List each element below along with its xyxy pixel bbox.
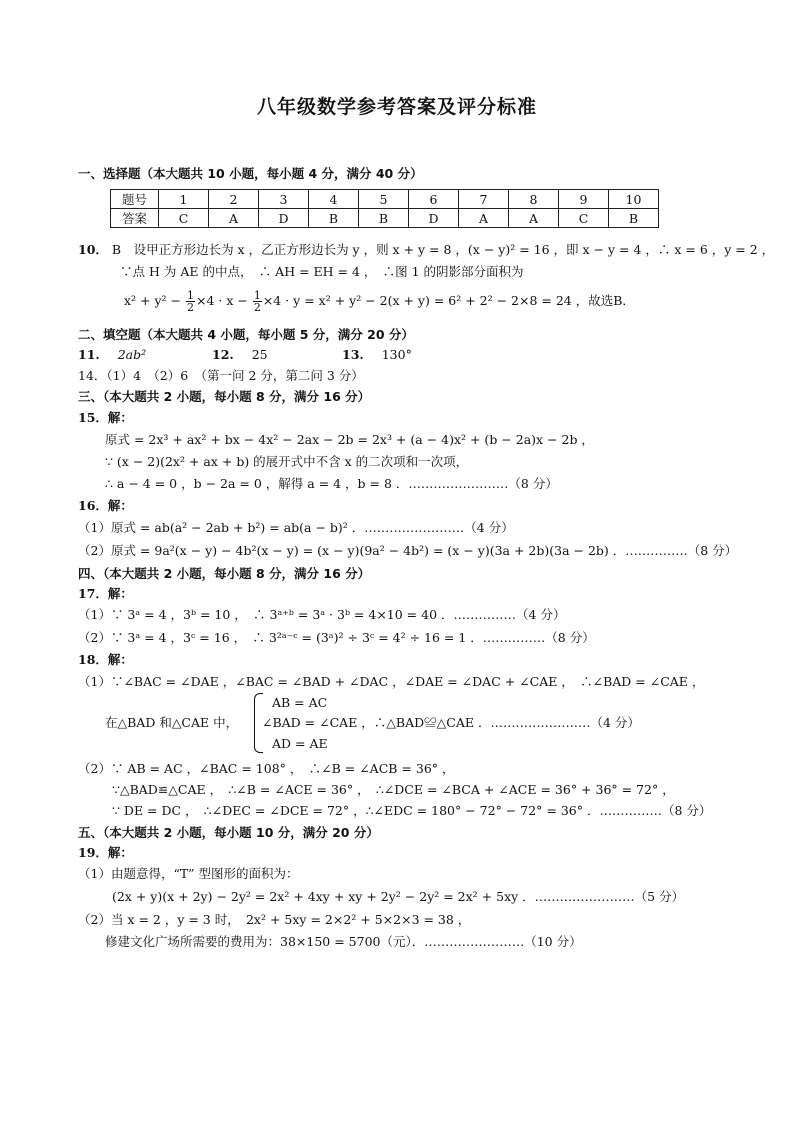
q15-line-1: 原式 = 2x³ + ax² + bx − 4x² − 2ax − 2b = 2x³ + (a − 4)x² + (b − 2a)x − 2b ，: [105, 432, 594, 447]
q18-number: 18．解：: [78, 652, 133, 667]
q18-line-2: （2）∵ AB = AC ，∠BAC = 108° ， ∴∠B = ∠ACB = 36° ，: [78, 761, 455, 776]
q10-line-3: [124, 290, 635, 313]
q19-line-2: (2x + y)(x + 2y) − 2y² = 2x² + 4xy + xy + 2y² − 2y² = 2x² + 5xy ．……………………（5 分）: [112, 889, 685, 904]
table-cell: B: [359, 209, 409, 228]
answer-table: [110, 189, 659, 228]
q18-system-prefix: 在△BAD 和△CAE 中，: [105, 715, 239, 730]
table-cell: A: [509, 209, 559, 228]
table-cell: A: [209, 209, 259, 228]
q16-number: 16．解：: [78, 498, 133, 513]
q10-formula-b: ×4 · x −: [196, 293, 248, 308]
section-5-heading: 五、（本大题共 2 小题，每小题 10 分，满分 20 分）: [78, 825, 379, 840]
table-cell: B: [609, 209, 659, 228]
table-cell: B: [309, 209, 359, 228]
q15-line-2: ∵ (x − 2)(2x² + ax + b) 的展开式中不含 x 的二次项和一次项，: [105, 454, 469, 469]
section-2-heading: 二、填空题（本大题共 4 小题，每小题 5 分，满分 20 分）: [78, 327, 414, 342]
q10-line-1: [78, 242, 774, 258]
table-cell: 5: [359, 190, 409, 209]
q18-line-4: ∵ DE = DC ， ∴∠DEC = ∠DCE = 72° ，∴∠EDC = 180° − 72° − 72° = 36° ．……………（8 分）: [112, 803, 712, 818]
q11-answer: 2ab²: [117, 347, 147, 362]
q19-line-1: （1）由题意得，“T” 型图形的面积为：: [78, 866, 299, 881]
q11-line: [78, 347, 146, 363]
table-cell: 2: [209, 190, 259, 209]
q17-line-2: （2）∵ 3ᵃ = 4 ，3ᶜ = 16 ， ∴ 3²ᵃ⁻ᶜ = (3ᵃ)² ÷ 3ᶜ = 4² ÷ 16 = 1 ．……………（8 分）: [78, 630, 595, 645]
q16-line-1: （1）原式 = ab(a² − 2ab + b²) = ab(a − b)² ．……………………（4 分）: [78, 520, 514, 535]
q18-system-2: ∠BAD = ∠CAE ，∴△BAD≌△CAE ．……………………（4 分）: [262, 715, 640, 730]
q12-answer: 25: [251, 347, 268, 362]
table-cell: 8: [509, 190, 559, 209]
q18-system-1: AB = AC: [272, 695, 328, 710]
q10-formula-c: ×4 · y = x² + y² − 2(x + y) = 6² + 2² − 2×8 = 24 ，故选B．: [262, 293, 635, 308]
section-4-heading: 四、（本大题共 2 小题，每小题 8 分，满分 16 分）: [78, 566, 371, 581]
half-fraction: [186, 290, 195, 313]
section-3-heading: 三、（本大题共 2 小题，每小题 8 分，满分 16 分）: [78, 389, 371, 404]
q13-line: [342, 347, 412, 363]
table-cell: C: [559, 209, 609, 228]
q12-line: [212, 347, 268, 363]
table-cell: D: [409, 209, 459, 228]
q11-number: 11.: [78, 347, 100, 362]
q19-number: 19．解：: [78, 845, 133, 860]
q18-line-1: （1）∵∠BAC = ∠DAE ，∠BAC = ∠BAD + ∠DAC ，∠DAE = ∠DAC + ∠CAE ， ∴∠BAD = ∠CAE ，: [78, 674, 705, 689]
q13-number: 13.: [342, 347, 364, 362]
table-cell: 1: [159, 190, 209, 209]
table-row-numbers: [111, 190, 659, 209]
table-row-label: 题号: [111, 190, 159, 209]
table-row-label: 答案: [111, 209, 159, 228]
q12-number: 12.: [212, 347, 234, 362]
q16-line-2: （2）原式 = 9a²(x − y) − 4b²(x − y) = (x − y)(9a² − 4b²) = (x − y)(3a + 2b)(3a − 2b) ．……………（8 分）: [78, 543, 738, 558]
fraction-numerator: 1: [253, 289, 261, 302]
half-fraction: [253, 290, 262, 313]
q18-line-3: ∵△BAD≌△CAE ， ∴∠B = ∠ACE = 36° ， ∴∠DCE = ∠BCA + ∠ACE = 36° + 36° = 72° ，: [112, 782, 675, 797]
table-cell: A: [459, 209, 509, 228]
table-cell: 9: [559, 190, 609, 209]
q17-line-1: （1）∵ 3ᵃ = 4 ，3ᵇ = 10 ， ∴ 3ᵃ⁺ᵇ = 3ᵃ · 3ᵇ = 4×10 = 40 ．……………（4 分）: [78, 607, 566, 622]
fraction-numerator: 1: [187, 289, 194, 302]
fraction-denominator: 2: [253, 301, 261, 314]
q10-text-1: B 设甲正方形边长为 x ，乙正方形边长为 y ，则 x + y = 8 ，(x − y)² = 16 ，即 x − y = 4 ，∴ x = 6 ，y = 2 ，: [111, 242, 775, 257]
table-row-answers: [111, 209, 659, 228]
table-cell: 6: [409, 190, 459, 209]
page-title: 八年级数学参考答案及评分标准: [256, 96, 537, 118]
q19-line-4: 修建文化广场所需要的费用为：38×150 = 5700（元）．……………………（10 分）: [105, 934, 582, 949]
fraction-denominator: 2: [187, 301, 194, 314]
q19-line-3: （2）当 x = 2 ，y = 3 时， 2x² + 5xy = 2×2² + 5×2×3 = 38 ，: [78, 912, 471, 927]
q15-number: 15．解：: [78, 410, 133, 425]
table-cell: D: [259, 209, 309, 228]
q10-formula-a: x² + y² −: [124, 293, 182, 308]
q10-line-2: ∵点 H 为 AE 的中点， ∴ AH = EH = 4 ， ∴图 1 的阴影部分面积为: [120, 264, 524, 279]
table-cell: 7: [459, 190, 509, 209]
section-1-heading: 一、选择题（本大题共 10 小题，每小题 4 分，满分 40 分）: [78, 166, 423, 181]
q14-line: 14．（1）4 （2）6 （第一问 2 分，第二问 3 分）: [78, 368, 364, 383]
table-cell: 3: [259, 190, 309, 209]
q13-answer: 130°: [381, 347, 412, 362]
table-cell: 10: [609, 190, 659, 209]
q17-number: 17．解：: [78, 586, 133, 601]
table-cell: C: [159, 209, 209, 228]
q18-system-3: AD = AE: [272, 736, 328, 751]
q10-number: 10．: [78, 242, 108, 257]
table-cell: 4: [309, 190, 359, 209]
q15-line-3: ∴ a − 4 = 0 ，b − 2a = 0 ，解得 a = 4 ，b = 8 ．……………………（8 分）: [105, 476, 558, 491]
